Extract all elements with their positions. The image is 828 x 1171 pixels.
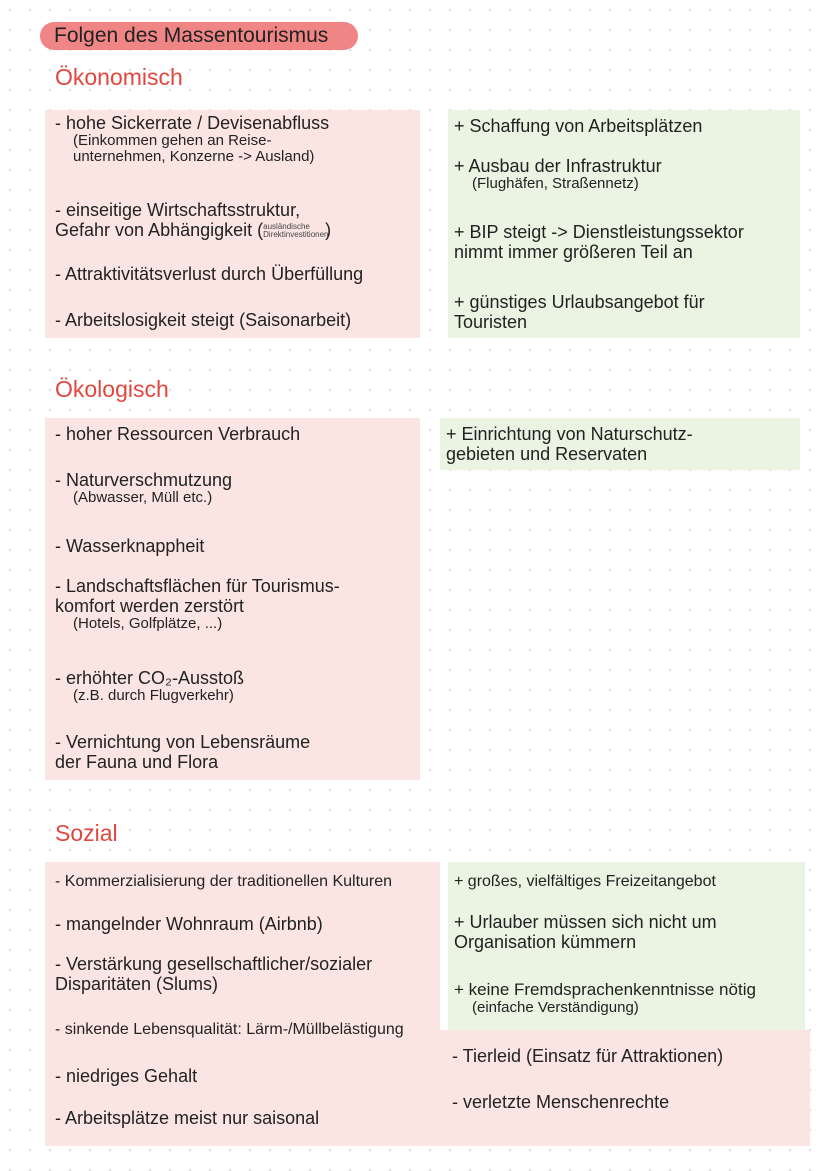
list-item: - sinkende Lebensqualität: Lärm-/Müllbelästigung	[55, 1021, 404, 1038]
section-heading-oekonomisch: Ökonomisch	[55, 64, 183, 90]
section-heading-sozial: Sozial	[55, 820, 118, 846]
list-item: + keine Fremdsprachenkenntnisse nötig (einfache Verständigung)	[454, 980, 756, 1016]
list-item: - Wasserknappheit	[55, 536, 205, 556]
list-item: - Naturverschmutzung (Abwasser, Müll etc.)	[55, 470, 233, 506]
list-item: - niedriges Gehalt	[55, 1066, 198, 1086]
sozial-negative-extra-box	[440, 1030, 810, 1146]
sozial-negative-box	[45, 862, 440, 1146]
list-item: + Schaffung von Arbeitsplätzen	[454, 116, 703, 136]
list-item: - einseitige Wirtschaftsstruktur, Gefahr von Abhängigkeit (ausländische Direktinvestitionen)	[55, 200, 332, 240]
oekologisch-negative-box	[45, 418, 420, 780]
list-item: + Urlauber müssen sich nicht um Organisation kümmern	[454, 912, 717, 952]
list-item: - hoher Ressourcen Verbrauch	[55, 424, 301, 444]
list-item: - erhöhter CO₂-Ausstoß (z.B. durch Flugverkehr)	[55, 668, 245, 704]
list-item: - mangelnder Wohnraum (Airbnb)	[55, 914, 323, 934]
oekonomisch-negative-box	[45, 110, 420, 338]
list-item: + günstiges Urlaubsangebot für Touristen	[454, 292, 705, 332]
sozial-positive-box	[448, 862, 805, 1030]
list-item: + Einrichtung von Naturschutz- gebieten und Reservaten	[446, 424, 693, 464]
list-item: + großes, vielfältiges Freizeitangebot	[454, 873, 716, 890]
section-heading-oekologisch: Ökologisch	[55, 376, 169, 402]
list-item: - Landschaftsflächen für Tourismus- komfort werden zerstört (Hotels, Golfplätze, ...)	[55, 576, 340, 632]
page-title: Folgen des Massentourismus	[40, 22, 358, 50]
list-item: - hohe Sickerrate / Devisenabfluss (Einkommen gehen an Reise- unternehmen, Konzerne -> Ausland)	[55, 113, 330, 165]
list-item: - Attraktivitätsverlust durch Überfüllung	[55, 264, 364, 284]
list-item: - Vernichtung von Lebensräume der Fauna und Flora	[55, 732, 311, 772]
list-item: - Arbeitslosigkeit steigt (Saisonarbeit)	[55, 310, 352, 330]
list-item: - Kommerzialisierung der traditionellen Kulturen	[55, 873, 393, 890]
list-item: - Arbeitsplätze meist nur saisonal	[55, 1108, 320, 1128]
list-item: + BIP steigt -> Dienstleistungssektor nimmt immer größeren Teil an	[454, 222, 744, 262]
list-item: - Tierleid (Einsatz für Attraktionen)	[452, 1046, 724, 1066]
oekonomisch-positive-box	[448, 110, 800, 338]
oekologisch-positive-box	[440, 418, 800, 470]
list-item: - Verstärkung gesellschaftlicher/sozialer Disparitäten (Slums)	[55, 954, 373, 994]
list-item: - verletzte Menschenrechte	[452, 1092, 670, 1112]
list-item: + Ausbau der Infrastruktur (Flughäfen, Straßennetz)	[454, 156, 662, 192]
